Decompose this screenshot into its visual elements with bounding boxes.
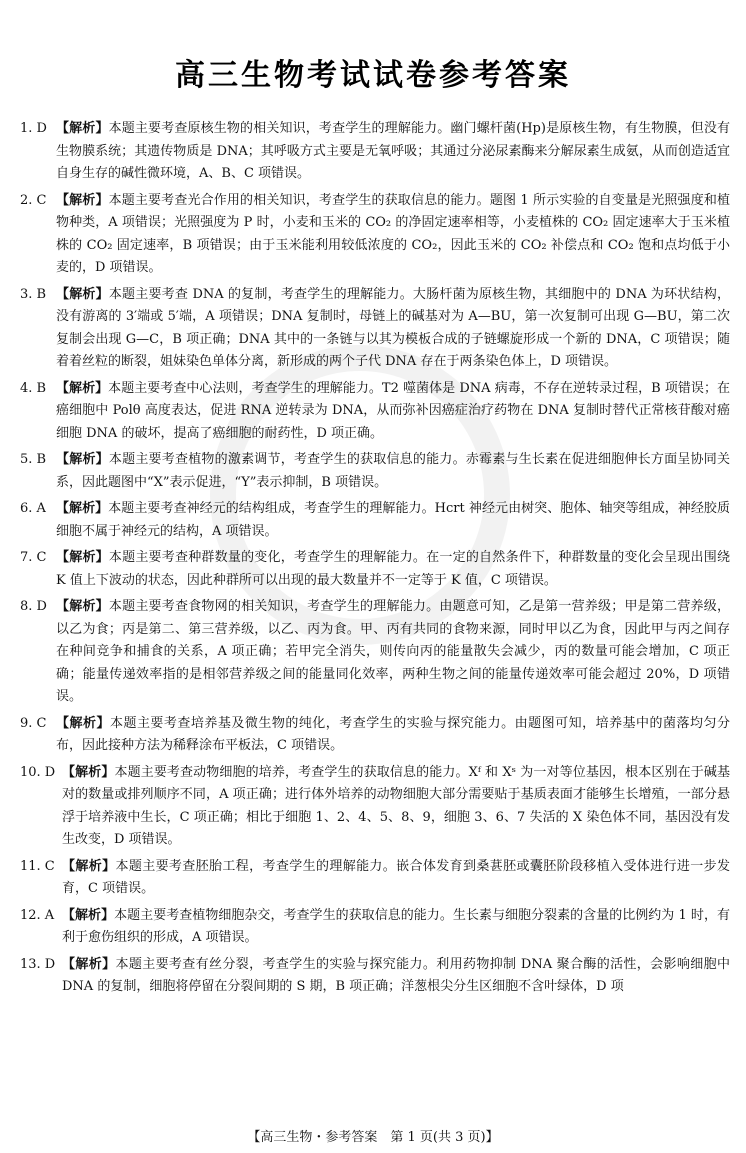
answer-number: 9. C	[20, 715, 47, 731]
answer-number: 1. D	[20, 121, 47, 136]
answer-text: 本题主要考查中心法则，考查学生的理解能力。T2 噬菌体是 DNA 病毒，不存在逆转录过程，B 项错误；在癌细胞中 Polθ 高度表达，促进 RNA 逆转录为 DNA，从而弥补因癌症治疗药物在 DNA 复制时替代正常核苷酸对癌细胞 DNA 的破坏，提高了癌细胞的耐药性，D 项正确。	[56, 380, 730, 441]
analysis-tag: 【解析】	[62, 907, 115, 923]
answer-item	[18, 762, 730, 852]
analysis-tag: 【解析】	[56, 550, 109, 565]
analysis-tag: 【解析】	[56, 286, 109, 302]
analysis-tag: 【解析】	[56, 192, 109, 208]
answer-text: 本题主要考查胚胎工程，考查学生的理解能力。嵌合体发育到桑葚胚或囊胚阶段移植入受体进行进一步发育，C 项错误。	[62, 858, 730, 896]
analysis-tag: 【解析】	[62, 764, 115, 780]
answer-number: 8. D	[20, 599, 47, 614]
answer-text: 本题主要考查神经元的结构组成，考查学生的理解能力。Hcrt 神经元由树突、胞体、轴突等组成，神经胶质细胞不属于神经元的结构，A 项错误。	[56, 501, 730, 539]
answer-text: 本题主要考查光合作用的相关知识，考查学生的获取信息的能力。题图 1 所示实验的自变量是光照强度和植物种类，A 项错误；光照强度为 P 时，小麦和玉米的 CO₂ 的净固定速率相等，小麦植株的 CO₂ 固定速率大于玉米植株的 CO₂ 固定速率，B 项错误；由于玉米能利用较低浓度的 CO₂，因此玉米的 CO₂ 补偿点和 CO₂ 饱和点均低于小麦的，D 项错误。	[56, 192, 730, 275]
answer-text: 本题主要考查 DNA 的复制，考查学生的理解能力。大肠杆菌为原核生物，其细胞中的 DNA 为环状结构，没有游离的 3′端或 5′端，A 项错误；DNA 复制时，母链上的碱基对为 A—BU，第一次复制可出现 G—BU，第二次复制会出现 G—C，B 项正确；DNA 其中的一条链与以其为模板合成的子链螺旋形成一个新的 DNA，C 项错误；随着着丝粒的断裂，姐妹染色单体分离，新形成的两个子代 DNA 存在于两条染色体上，D 项错误。	[56, 286, 730, 369]
answer-number: 12. A	[20, 907, 55, 923]
analysis-tag: 【解析】	[56, 501, 109, 516]
answer-item	[18, 498, 730, 543]
answer-text: 本题主要考查种群数量的变化，考查学生的理解能力。在一定的自然条件下，种群数量的变化会呈现出围绕 K 值上下波动的状态，因此种群所可以出现的最大数量并不一定等于 K 值，C 项错误。	[56, 550, 730, 588]
answer-item	[18, 905, 730, 950]
analysis-tag: 【解析】	[56, 380, 109, 396]
analysis-tag: 【解析】	[62, 956, 116, 972]
answer-item	[18, 954, 730, 999]
answer-item	[18, 284, 730, 374]
answer-item	[18, 378, 730, 446]
answer-item	[18, 713, 730, 758]
analysis-tag: 【解析】	[62, 858, 116, 874]
answer-text: 本题主要考查食物网的相关知识，考查学生的理解能力。由题意可知，乙是第一营养级；甲是第二营养级，以乙为食；丙是第二、第三营养级，以乙、丙为食。甲、丙有共同的食物来源，同时甲以乙为食，因此甲与丙之间存在种间竞争和捕食的关系，A 项正确；若甲完全消失，则传向丙的能量散失会减少，丙的数量可能会增加，C 项正确；能量传递效率指的是相邻营养级之间的能量同化效率，两种生物之间的能量传递效率可能会超过 20%，D 项错误。	[56, 599, 730, 704]
answer-item	[18, 449, 730, 494]
answer-number: 3. B	[20, 286, 47, 302]
analysis-tag: 【解析】	[56, 121, 109, 136]
answer-number: 11. C	[20, 858, 55, 874]
answer-number: 7. C	[20, 550, 47, 565]
answer-number: 4. B	[20, 380, 47, 396]
answer-item	[18, 856, 730, 901]
answer-item	[18, 190, 730, 280]
answer-text: 本题主要考查动物细胞的培养，考查学生的获取信息的能力。Xᶠ 和 Xˢ 为一对等位基因，根本区别在于碱基对的数量或排列顺序不同，A 项正确；进行体外培养的动物细胞大部分需要贴于基质表面才能够生长增殖，一部分悬浮于培养液中生长，C 项正确；相比于细胞 1、2、4、5、8、9，细胞 3、6、7 失活的 X 染色体不同，基因没有发生改变，D 项错误。	[62, 764, 730, 847]
answer-number: 13. D	[20, 956, 56, 972]
answer-list	[18, 118, 730, 1003]
analysis-tag: 【解析】	[56, 452, 109, 467]
answer-text: 本题主要考查原核生物的相关知识，考查学生的理解能力。幽门螺杆菌(Hp)是原核生物，有生物膜，但没有生物膜系统；其遗传物质是 DNA；其呼吸方式主要是无氧呼吸；其通过分泌尿素酶来分解尿素生成氨，从而创造适宜自身生存的碱性微环境，A、B、C 项错误。	[56, 121, 730, 181]
answer-number: 6. A	[20, 501, 46, 516]
answer-number: 2. C	[20, 192, 47, 208]
answer-number: 10. D	[20, 764, 56, 780]
answer-text: 本题主要考查培养基及微生物的纯化，考查学生的实验与探究能力。由题图可知，培养基中的菌落均匀分布，因此接种方法为稀释涂布平板法，C 项错误。	[56, 715, 730, 753]
answer-number: 5. B	[20, 452, 47, 467]
analysis-tag: 【解析】	[56, 715, 110, 731]
answer-text: 本题主要考查植物细胞杂交，考查学生的获取信息的能力。生长素与细胞分裂素的含量的比例约为 1 时，有利于愈伤组织的形成，A 项错误。	[62, 907, 730, 945]
page-title: 高三生物考试试卷参考答案	[175, 58, 571, 93]
page-footer: 【高三生物・参考答案 第 1 页(共 3 页)】	[247, 1130, 499, 1145]
answer-text: 本题主要考查有丝分裂，考查学生的实验与探究能力。利用药物抑制 DNA 聚合酶的活性，会影响细胞中 DNA 的复制，细胞将停留在分裂间期的 S 期，B 项正确；洋葱根尖分生区细胞不含叶绿体，D 项	[62, 956, 730, 994]
answer-item	[18, 118, 730, 186]
answer-text: 本题主要考查植物的激素调节，考查学生的获取信息的能力。赤霉素与生长素在促进细胞伸长方面呈协同关系，因此题图中“X”表示促进，“Y”表示抑制，B 项错误。	[56, 452, 730, 490]
answer-item	[18, 547, 730, 592]
answer-item	[18, 596, 730, 709]
analysis-tag: 【解析】	[56, 599, 109, 614]
